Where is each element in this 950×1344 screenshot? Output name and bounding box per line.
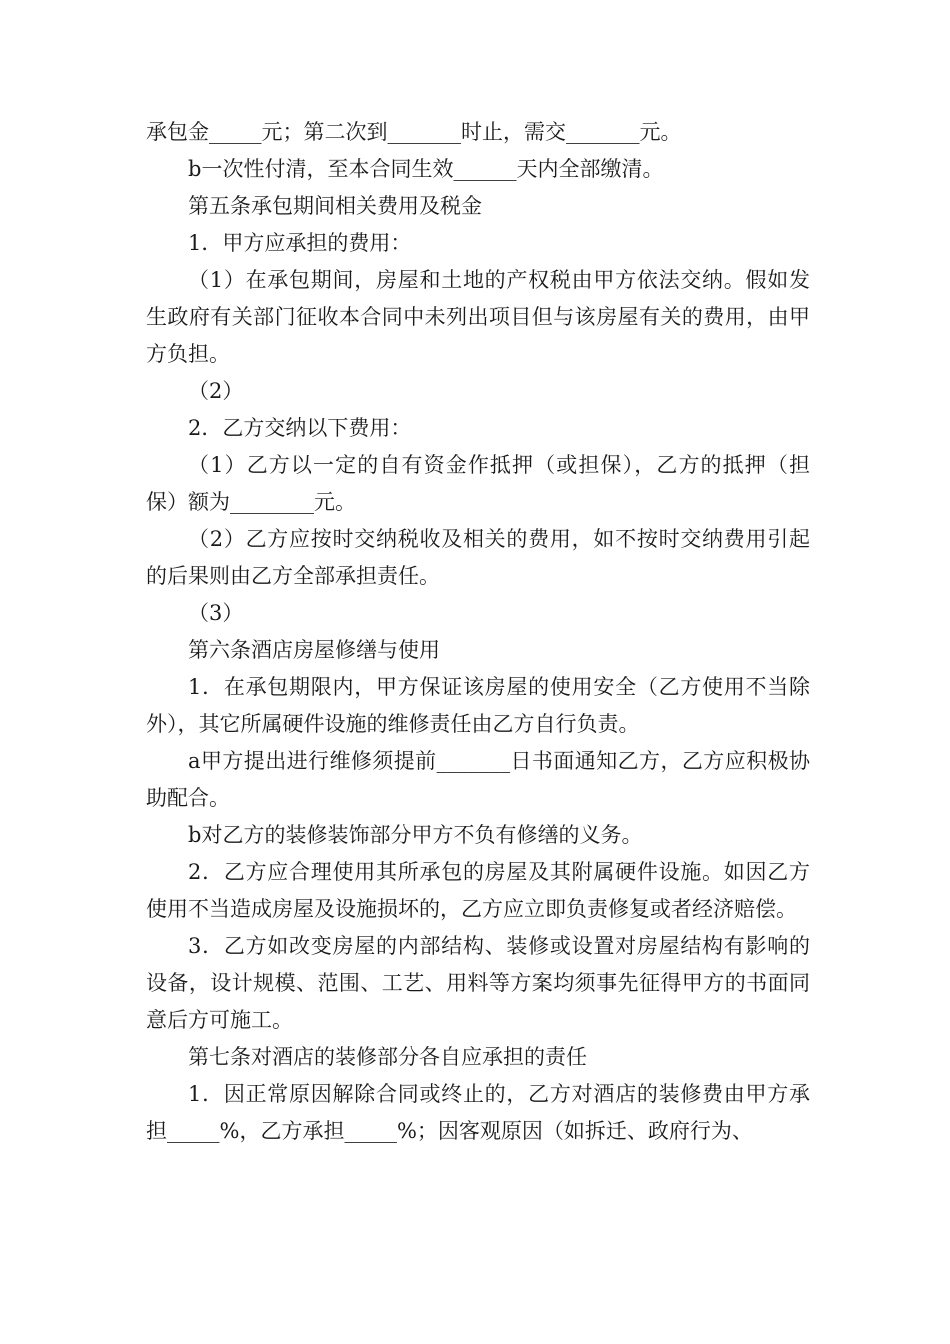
- paragraph-5: （1）在承包期间，房屋和土地的产权税由甲方依法交纳。假如发生政府有关部门征收本合同中未列出项目但与该房屋有关的费用，由甲方负担。: [146, 268, 810, 366]
- paragraph-12: 1．在承包期限内，甲方保证该房屋的使用安全（乙方使用不当除外），其它所属硬件设施的维修责任由乙方自行负责。: [146, 675, 810, 736]
- paragraph-13: a甲方提出进行维修须提前_______日书面通知乙方，乙方应积极协助配合。: [146, 749, 810, 810]
- paragraph-4: 1．甲方应承担的费用：: [188, 231, 412, 255]
- section-heading-5: 第五条承包期间相关费用及税金: [188, 194, 482, 218]
- section-heading-7: 第七条对酒店的装修部分各自应承担的责任: [188, 1045, 587, 1069]
- paragraph-16: 3．乙方如改变房屋的内部结构、装修或设置对房屋结构有影响的设备，设计规模、范围、工艺、用料等方案均须事先征得甲方的书面同意后方可施工。: [146, 934, 810, 1032]
- paragraph-18: 1．因正常原因解除合同或终止的，乙方对酒店的装修费由甲方承担_____%，乙方承担_____%；因客观原因（如拆迁、政府行为、: [146, 1082, 810, 1143]
- section-heading-6: 第六条酒店房屋修缮与使用: [188, 638, 440, 662]
- paragraph-14: b对乙方的装修装饰部分甲方不负有修缮的义务。: [188, 823, 643, 847]
- paragraph-6: （2）: [188, 379, 244, 403]
- paragraph-2: b一次性付清，至本合同生效______天内全部缴清。: [188, 157, 664, 181]
- paragraph-10: （3）: [188, 601, 244, 625]
- paragraph-9: （2）乙方应按时交纳税收及相关的费用，如不按时交纳费用引起的后果则由乙方全部承担责任。: [146, 527, 810, 588]
- paragraph-15: 2．乙方应合理使用其所承包的房屋及其附属硬件设施。如因乙方使用不当造成房屋及设施损坏的，乙方应立即负责修复或者经济赔偿。: [146, 860, 810, 921]
- paragraph-7: 2．乙方交纳以下费用：: [188, 416, 412, 440]
- document-page: [146, 114, 810, 1150]
- paragraph-1: 承包金_____元；第二次到_______时止，需交_______元。: [146, 120, 682, 144]
- paragraph-8: （1）乙方以一定的自有资金作抵押（或担保），乙方的抵押（担保）额为________元。: [146, 453, 810, 514]
